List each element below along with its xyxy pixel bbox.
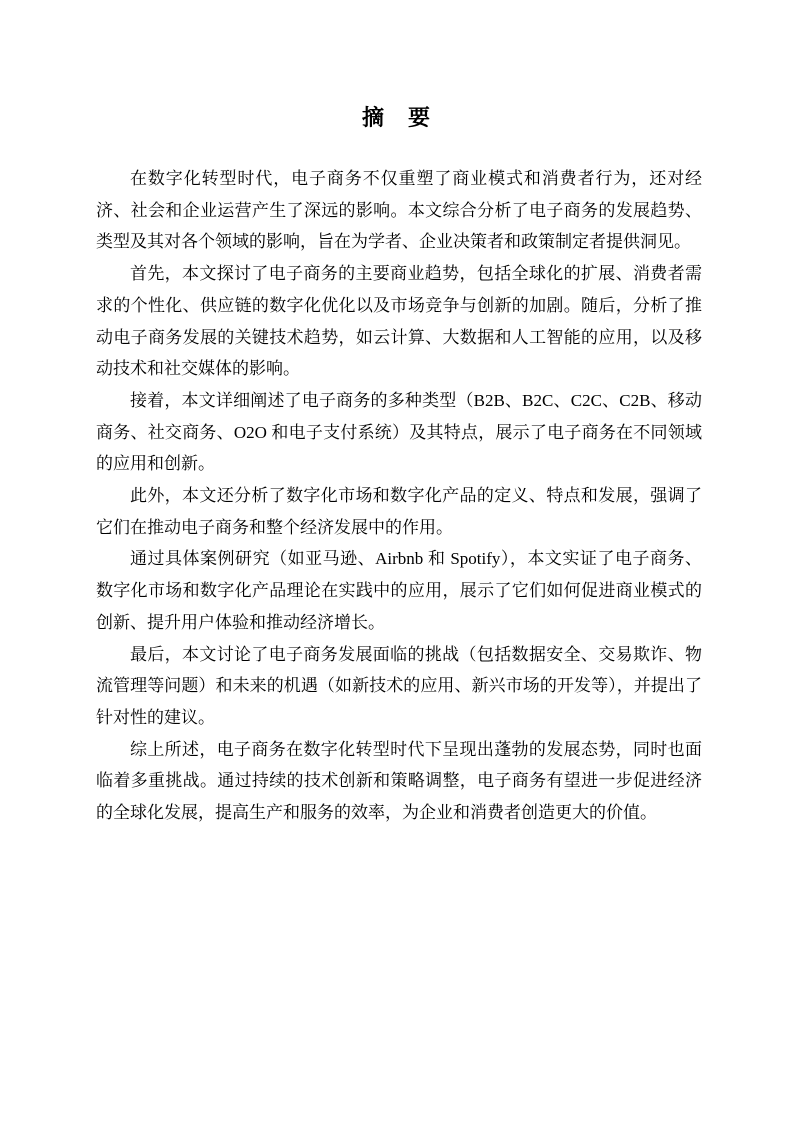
abstract-paragraph-6: 最后，本文讨论了电子商务发展面临的挑战（包括数据安全、交易欺诈、物流管理等问题）和未来的机遇（如新技术的应用、新兴市场的开发等），并提出了针对性的建议。 [96,644,702,727]
abstract-paragraph-7: 综上所述，电子商务在数字化转型时代下呈现出蓬勃的发展态势，同时也面临着多重挑战。通过持续的技术创新和策略调整，电子商务有望进一步促进经济的全球化发展，提高生产和服务的效率，为企业和消费者创造更大的价值。 [96,739,702,823]
abstract-paragraph-2: 首先，本文探讨了电子商务的主要商业趋势，包括全球化的扩展、消费者需求的个性化、供应链的数字化优化以及市场竞争与创新的加剧。随后，分析了推动电子商务发展的关键技术趋势，如云计算、大数据和人工智能的应用，以及移动技术和社交媒体的影响。 [96,264,702,379]
abstract-paragraph-1: 在数字化转型时代，电子商务不仅重塑了商业模式和消费者行为，还对经济、社会和企业运营产生了深远的影响。本文综合分析了电子商务的发展趋势、类型及其对各个领域的影响，旨在为学者、企业决策者和政策制定者提供洞见。 [96,169,702,252]
abstract-paragraph-4: 此外，本文还分析了数字化市场和数字化产品的定义、特点和发展，强调了它们在推动电子商务和整个经济发展中的作用。 [96,486,702,537]
page-title: 摘 要 [361,105,431,130]
abstract-body [96,163,702,829]
abstract-paragraph-3: 接着，本文详细阐述了电子商务的多种类型（B2B、B2C、C2C、C2B、移动商务、社交商务、O2O 和电子支付系统）及其特点，展示了电子商务在不同领域的应用和创新。 [96,390,702,474]
abstract-paragraph-5: 通过具体案例研究（如亚马逊、Airbnb 和 Spotify），本文实证了电子商务、数字化市场和数字化产品理论在实践中的应用，展示了它们如何促进商业模式的创新、提升用户体验和推动经济增长。 [96,549,702,632]
